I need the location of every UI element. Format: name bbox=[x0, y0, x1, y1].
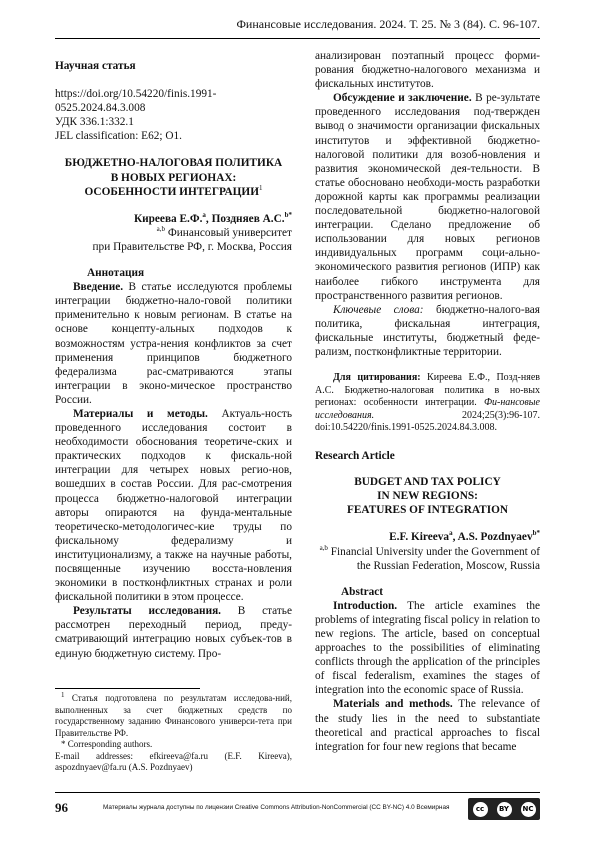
en-intro-paragraph bbox=[315, 599, 540, 698]
citation-journal: Фи-нансовые исследования. bbox=[315, 397, 540, 421]
author-sup: a bbox=[449, 529, 453, 538]
keywords-paragraph bbox=[315, 303, 540, 359]
article-type: Научная статья bbox=[55, 60, 136, 72]
title-line: БЮДЖЕТНО-НАЛОГОВАЯ ПОЛИТИКА bbox=[64, 157, 283, 170]
left-column bbox=[55, 52, 292, 661]
footnote-text: Статья подготовлена по результатам исследова-ний, выполненных за счет бюджетных средств по государственному заданию Финансового универси-тета при Правительстве РФ. bbox=[55, 693, 292, 738]
aff-sup: a,b bbox=[319, 543, 328, 552]
page-footer bbox=[55, 798, 540, 820]
paragraph-text: The relevance of the study lies in the need to substantiate theoretical and practical approaches to fiscal integration for four new regions that became bbox=[315, 698, 540, 753]
nc-icon: NC bbox=[521, 802, 536, 817]
email-addresses[interactable]: E-mail addresses: efkireeva@fa.ru (E.F. Kireeva), aspozdnyaev@fa.ru (A.S. Pozdnyaev) bbox=[55, 750, 292, 772]
author-name: E.F. Kireeva bbox=[389, 531, 450, 544]
title-footnote-mark: 1 bbox=[258, 183, 263, 192]
citation-text: 2024;25(3):96-107. doi:10.54220/finis.1991-0525.2024.84.3.008. bbox=[315, 409, 540, 434]
title-line: BUDGET AND TAX POLICY bbox=[354, 476, 501, 489]
aff-line: при Правительстве РФ, г. Москва, Россия bbox=[92, 240, 292, 253]
journal-header: Финансовые исследования. 2024. Т. 25. № 3 (84). С. 96-107. bbox=[236, 17, 540, 31]
corresponding-note: * Corresponding authors. bbox=[61, 739, 153, 749]
author-sup: b* bbox=[284, 210, 292, 219]
paragraph-text: В ре-зультате проведенного исследования под-твержден вывод о значимости организации фискальных институтов и эффективной бюджетно-налоговой политики для возоб-новления и развития экономической дея-тельности. В статье обосновано необходи-мость разработки дорожной карты как программы реализации последовательной бюджетно-налоговой интеграции. Сделано предложение об использовании для новых регионов индивидуальных программ соци-ально-экономического развития регионов (ИПР) как наиболее гибкого инструмента для пространственного развития регионов. bbox=[315, 92, 541, 302]
udc-code: УДК 336.1:332.1 bbox=[55, 116, 134, 129]
author-name: , Поздняев А.С. bbox=[205, 212, 285, 225]
license-text: Материалы журнала доступны по лицензии Creative Commons Attribution-NonCommercial (CC BY-NC) 4.0 Всемирная bbox=[103, 804, 450, 811]
right-column bbox=[315, 49, 540, 754]
cc-icon: cc bbox=[473, 802, 488, 817]
paragraph-text: The article examines the problems of integrating fiscal policy in relation to new regions. The article, based on conceptual approaches to the possibilities of eliminating conflicts through the application of the principles of fiscal federalism, examines the stages of integration into the economic space of Russia. bbox=[315, 599, 540, 697]
section-label: Materials and methods. bbox=[333, 698, 453, 711]
citation-block bbox=[315, 372, 540, 435]
doi-link[interactable]: https://doi.org/10.54220/finis.1991-0525.2024.84.3.008 bbox=[55, 88, 217, 115]
cc-license-badge[interactable] bbox=[468, 798, 540, 820]
en-affiliation bbox=[315, 545, 540, 573]
affiliation bbox=[55, 226, 292, 240]
aff-line: Financial University under the Government of the Russian Federation, Moscow, Russia bbox=[327, 545, 540, 572]
jel-classification: JEL classification: E62; O1. bbox=[55, 130, 182, 143]
paragraph-text: Актуаль-ность проведенного исследования состоит в необходимости обоснования теоретиче-ских и практических подходов к фискаль-ной интеграции для четырех новых регио-нов, вошедших в состав России. Для рас-смотрения процесса бюджетно-налоговой интеграции авторы опираются на фунда-ментальные теоретическо-методологичес-кие труды по фискальному федерализму и институционализму, а также на научные работы, посвященные изучению восста-новления экономики в постконфликтных странах и роли фискальной политики в этом процессе. bbox=[55, 407, 292, 604]
authors bbox=[55, 212, 292, 226]
annotation-heading: Аннотация bbox=[87, 267, 145, 280]
footnote-mark: 1 bbox=[61, 691, 65, 699]
en-article-title bbox=[315, 475, 540, 517]
author-name: Киреева Е.Ф. bbox=[133, 212, 203, 225]
intro-paragraph bbox=[55, 280, 292, 407]
title-line: В НОВЫХ РЕГИОНАХ: bbox=[110, 171, 237, 184]
section-label: Обсуждение и заключение. bbox=[333, 92, 472, 105]
results-continued: анализирован поэтапный процесс форми-рования бюджетно-налогового механизма и фискальных институтов. bbox=[315, 50, 540, 91]
en-article-type: Research Article bbox=[315, 450, 395, 463]
by-icon: BY bbox=[497, 802, 512, 817]
author-name: , A.S. Pozdnyaev bbox=[452, 531, 533, 544]
paragraph-text: В статье исследуются проблемы интеграции бюджетно-нало-говой политики применительно к новым регионам. В статье на основе концепту-альных подходов к возможностям устра-нения конфликтов за счет применения принципов бюджетного федерализма рас-сматриваются этапы интеграции в эконо-мическое пространство России. bbox=[55, 281, 292, 406]
citation-text: Киреева Е.Ф., Позд-няев А.С. Бюджетно-налоговая политика в но-вых регионах: особенности интеграции. bbox=[315, 372, 540, 409]
header-rule bbox=[55, 38, 540, 39]
title-line: FEATURES OF INTEGRATION bbox=[346, 504, 509, 517]
paragraph-text: В статье рассмотрен переходный период, преду-сматривающий интеграцию новых субъек-тов в единую бюджетную систему. Про- bbox=[55, 605, 292, 660]
footer-rule bbox=[55, 792, 540, 793]
section-label: Для цитирования: bbox=[333, 372, 421, 384]
author-sup: a bbox=[202, 210, 206, 219]
section-label: Introduction. bbox=[333, 599, 398, 612]
author-sup: b* bbox=[532, 529, 540, 538]
title-line: ОСОБЕННОСТИ ИНТЕГРАЦИИ bbox=[84, 185, 259, 198]
aff-line: Финансовый университет bbox=[165, 226, 292, 239]
page-number: 96 bbox=[55, 800, 68, 815]
section-label: Результаты исследования. bbox=[73, 605, 222, 618]
title-line: IN NEW REGIONS: bbox=[377, 490, 478, 503]
funding-footnote bbox=[55, 693, 292, 739]
methods-paragraph bbox=[55, 407, 292, 604]
results-paragraph bbox=[55, 604, 292, 660]
paragraph-text: бюджетно-налого-вая политика, фискальная интеграция, фискальные институты, бюджетный феде-рализм, постконфликтные территории. bbox=[315, 303, 540, 358]
section-label: Ключевые слова: bbox=[333, 303, 424, 316]
section-label: Введение. bbox=[73, 281, 124, 294]
discussion-paragraph bbox=[315, 91, 540, 302]
section-label: Материалы и методы. bbox=[73, 407, 208, 420]
en-authors bbox=[315, 530, 540, 544]
footnote-rule bbox=[55, 688, 200, 689]
article-title bbox=[55, 156, 292, 198]
en-methods-paragraph bbox=[315, 697, 540, 753]
en-abstract-heading: Abstract bbox=[341, 585, 384, 598]
aff-sup: a,b bbox=[156, 225, 166, 234]
footnotes bbox=[55, 693, 292, 774]
